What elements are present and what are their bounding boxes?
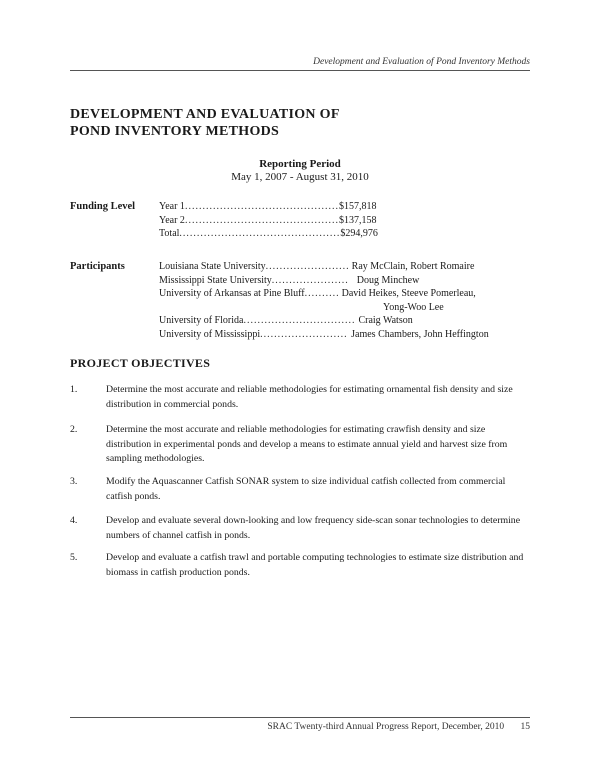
reporting-period-dates: May 1, 2007 - August 31, 2010 [231,171,369,183]
participant-row [159,314,413,328]
footer-rule [70,717,530,718]
objective-text: Determine the most accurate and reliable methodologies for estimating ornamental fish density and size distribution in commercial ponds. [106,384,513,410]
participant-row [159,274,419,288]
objective-number: 1. [70,384,78,395]
dot-leader [266,260,349,274]
running-header: Development and Evaluation of Pond Inventory Methods [313,57,530,67]
participants-label: Participants [70,261,125,272]
page-number: 15 [520,722,530,732]
funding-row-year1 [159,200,376,214]
participant-institution: University of Mississippi [159,328,261,340]
dot-leader [260,328,348,342]
page-footer [70,722,530,732]
header-rule [70,70,530,71]
participant-institution: Louisiana State University [159,261,266,272]
participant-people: David Heikes, Steeve Pomerleau, [341,288,476,299]
funding-name: Year 2 [159,215,185,226]
dot-leader [272,274,348,288]
objective-number: 3. [70,476,78,487]
document-title [70,106,490,140]
dot-leader [305,287,339,301]
participant-people: Ray McClain, Robert Romaire [351,261,475,272]
participant-institution: University of Florida [159,315,244,326]
participant-people: Craig Watson [358,315,413,326]
participant-institution: University of Arkansas at Pine Bluff [159,288,305,299]
funding-row-year2 [159,214,376,228]
funding-name: Year 1 [159,201,185,212]
participant-row [159,260,474,274]
participant-row [159,328,489,342]
objective-number: 4. [70,515,78,526]
funding-name: Total [159,228,180,239]
objectives-heading: PROJECT OBJECTIVES [70,356,211,370]
participant-row-continued [383,301,444,315]
participant-people: Doug Minchew [356,274,420,286]
dot-leader [185,214,339,228]
objective-number: 5. [70,552,78,563]
reporting-period [70,158,530,184]
title-line-1: DEVELOPMENT AND EVALUATION OF [70,107,340,122]
dot-leader [185,200,339,214]
participant-people: Yong-Woo Lee [383,301,444,313]
objective-text: Develop and evaluate a catfish trawl and portable computing technologies to estimate size distribution and biomass in catfish production ponds. [106,552,524,578]
objective-number: 2. [70,424,78,435]
funding-value: $157,818 [338,201,377,212]
objective-text: Develop and evaluate several down-looking and low frequency side-scan sonar technologies to determine numbers of channel catfish in ponds. [106,515,521,541]
funding-level-label: Funding Level [70,201,136,212]
objective-text: Determine the most accurate and reliable methodologies for estimating crawfish density and size distribution in experimental ponds and develop a means to estimate annual yield and harvest size from sampling methodologies. [106,424,508,464]
reporting-period-heading: Reporting Period [259,158,341,170]
dot-leader [179,227,340,241]
funding-row-total [159,227,378,241]
objective-text: Modify the Aquascanner Catfish SONAR system to size individual catfish collected from commercial catfish ponds. [106,476,506,502]
participant-institution: Mississippi State University [159,274,272,286]
funding-value: $137,158 [338,215,377,226]
funding-value: $294,976 [340,228,378,239]
participant-row [159,287,476,301]
dot-leader [243,314,355,328]
title-line-2: POND INVENTORY METHODS [70,124,280,139]
participant-people: James Chambers, John Heffington [351,328,489,340]
footer-text: SRAC Twenty-third Annual Progress Report, December, 2010 [267,722,505,732]
